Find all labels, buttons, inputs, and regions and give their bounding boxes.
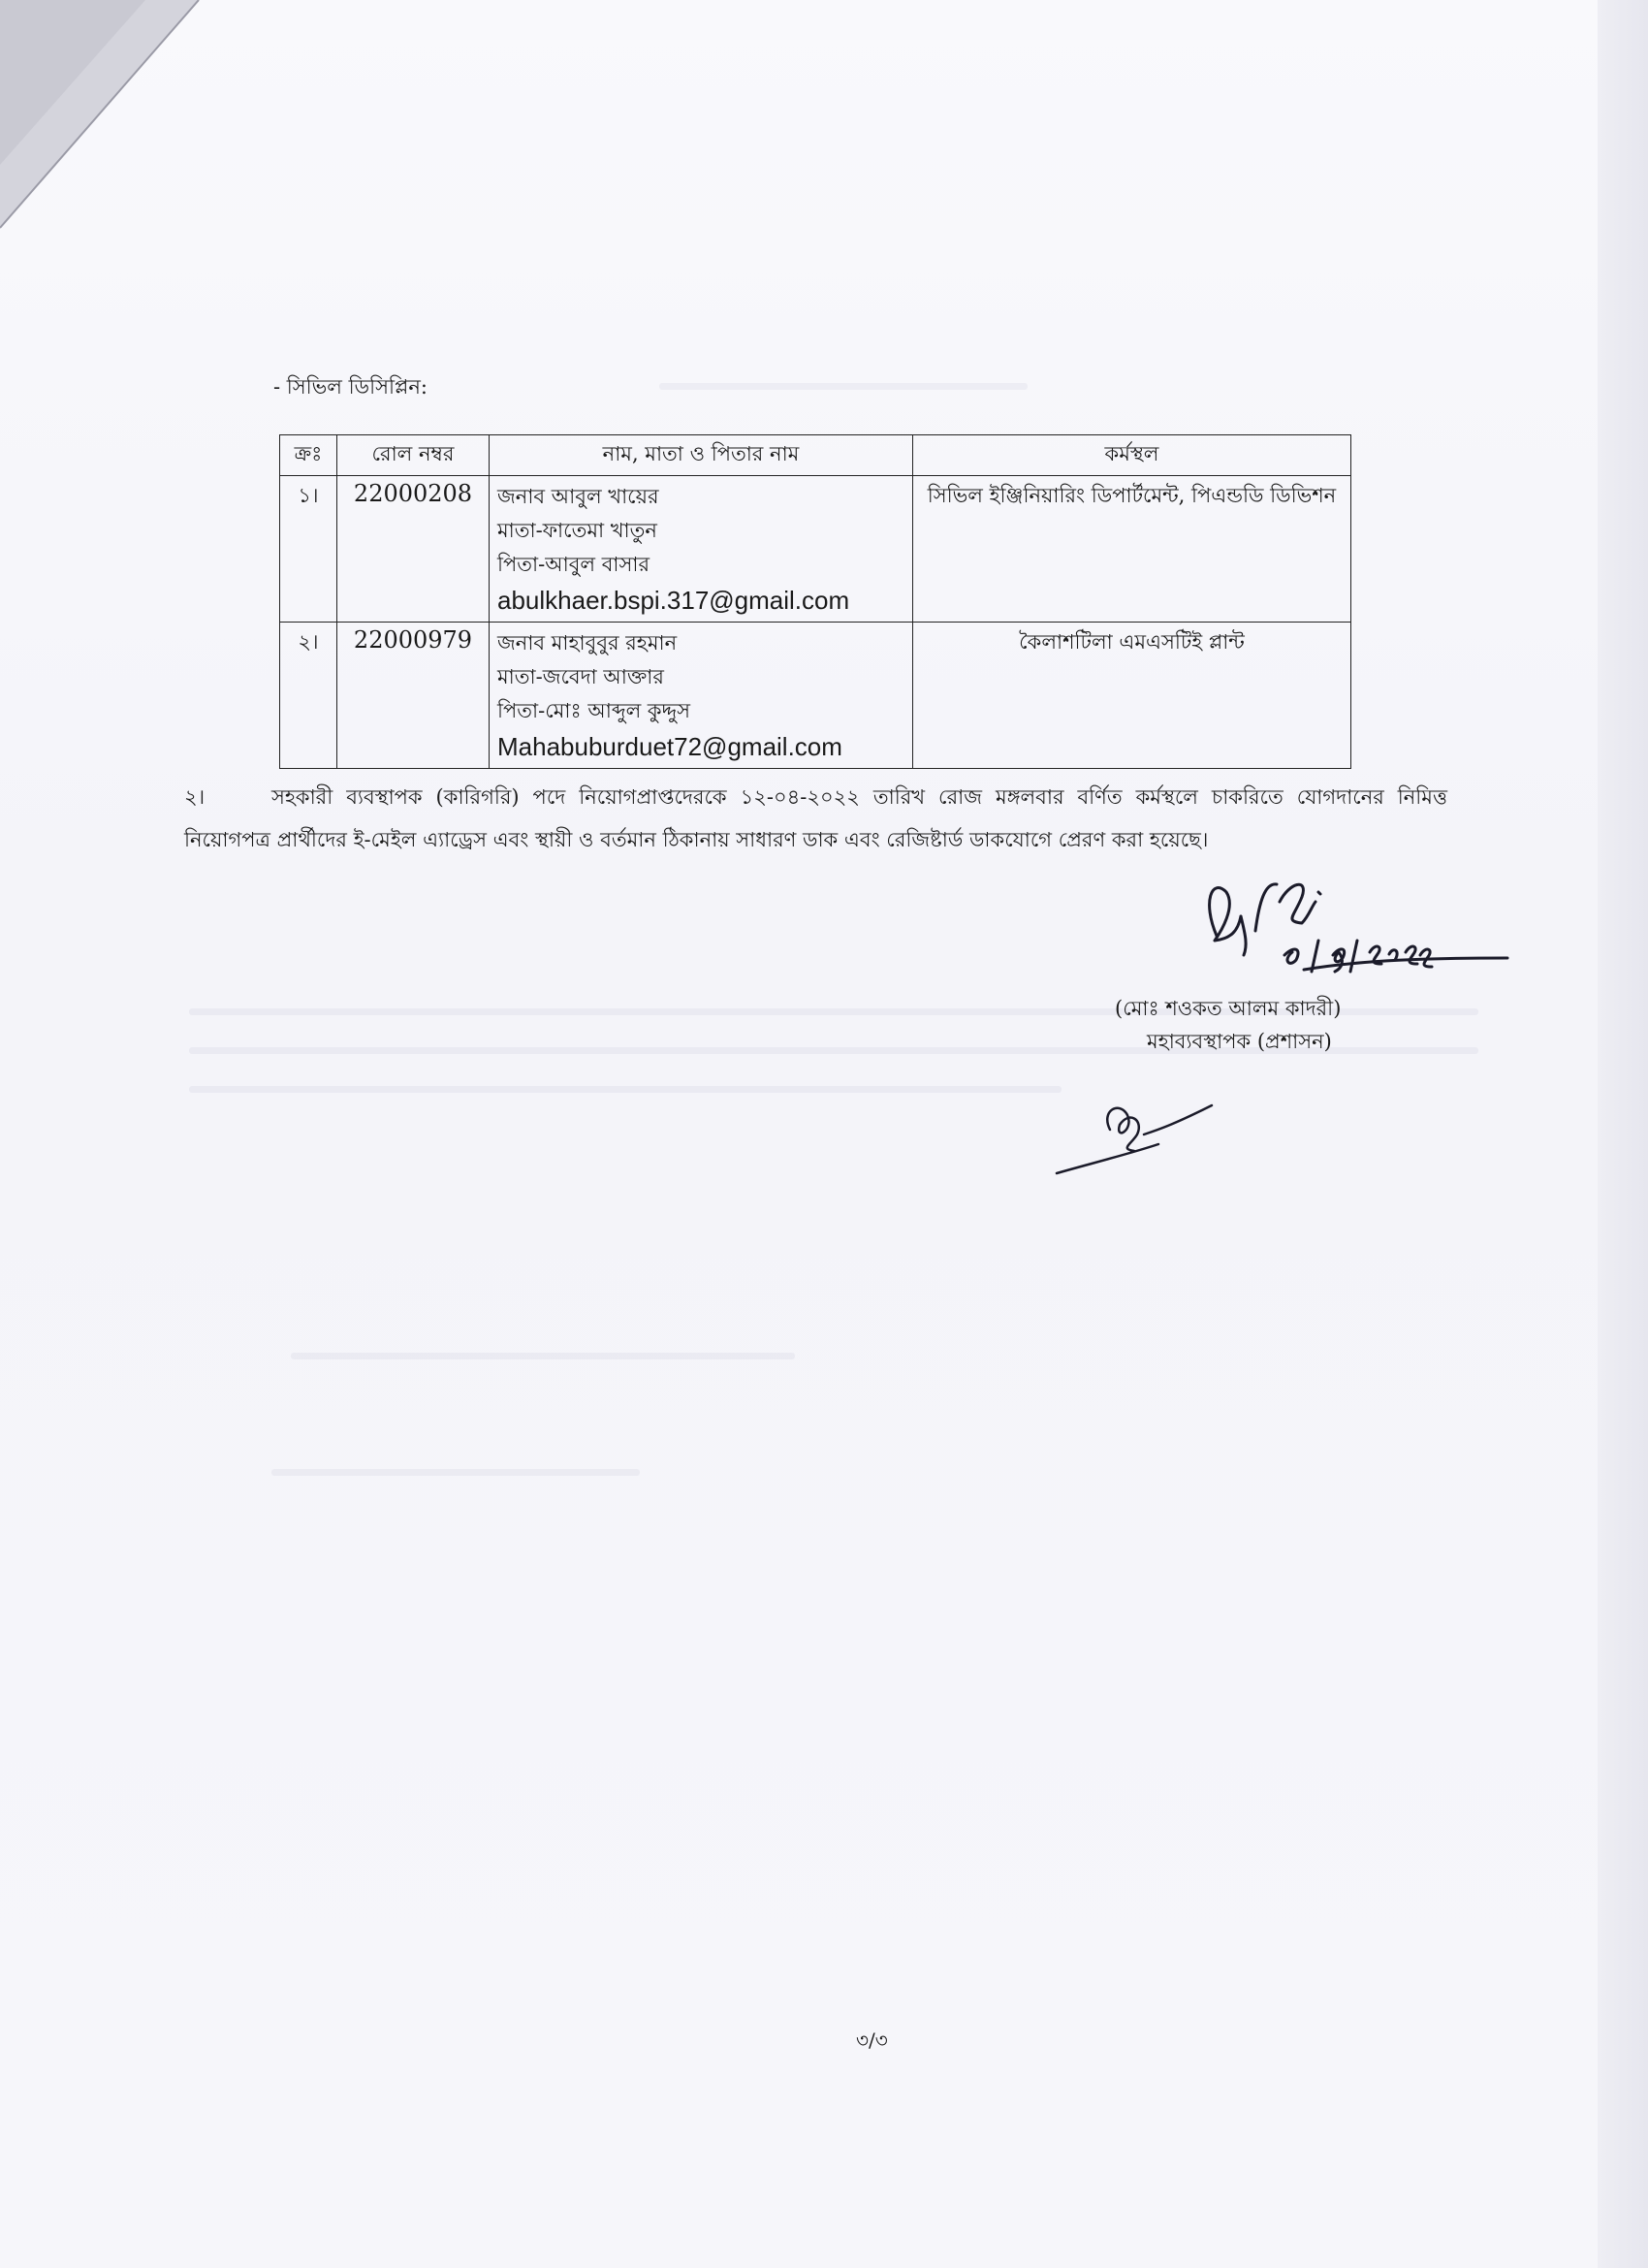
header-name: নাম, মাতা ও পিতার নাম xyxy=(490,435,913,476)
signer-designation: মহাব্যবস্থাপক (প্রশাসন) xyxy=(1147,1030,1332,1053)
header-roll: রোল নম্বর xyxy=(337,435,490,476)
paragraph-number: ২। xyxy=(184,785,206,809)
row-workplace: সিভিল ইঞ্জিনিয়ারিং ডিপার্টমেন্ট, পিএন্ডডি ডিভিশন xyxy=(913,476,1351,623)
folded-corner-graphic xyxy=(0,0,204,233)
father-name: পিতা-মোঃ আব্দুল কুদ্দুস xyxy=(497,699,691,722)
father-name: পিতা-আবুল বাসার xyxy=(497,553,650,576)
row-person xyxy=(490,476,913,623)
table-row xyxy=(280,476,1351,623)
header-serial: ক্রঃ xyxy=(280,435,337,476)
bleed-through-mark xyxy=(189,1086,1062,1093)
email-address: Mahabuburduet72@gmail.com xyxy=(497,732,842,761)
table-header-row xyxy=(280,435,1351,476)
bleed-through-mark xyxy=(291,1353,795,1359)
row-serial: ২। xyxy=(280,623,337,769)
paragraph-text: সহকারী ব্যবস্থাপক (কারিগরি) পদে নিয়োগপ্রাপ্তদেরকে ১২-০৪-২০২২ তারিখ রোজ মঙ্গলবার বর্ণিত কর্মস্থলে চাকরিতে যোগদানের নিমিত্ত নিয়োগপত্র প্রার্থীদের ই-মেইল এ্যাড্রেস এবং স্থায়ী ও বর্তমান ঠিকানায় সাধারণ ডাক এবং রেজিষ্টার্ড ডাকযোগে প্রেরণ করা হয়েছে। xyxy=(184,785,1447,851)
row-workplace: কৈলাশটিলা এমএসটিই প্লান্ট xyxy=(913,623,1351,769)
row-person xyxy=(490,623,913,769)
handwritten-signature-graphic xyxy=(1188,863,1517,999)
dispatch-paragraph xyxy=(184,776,1447,861)
row-roll: 22000208 xyxy=(337,476,490,623)
scan-edge-shadow xyxy=(1598,0,1648,2268)
email-address: abulkhaer.bspi.317@gmail.com xyxy=(497,586,850,615)
row-roll: 22000979 xyxy=(337,623,490,769)
person-name: জনাব মাহাবুবুর রহমান xyxy=(497,631,678,655)
initials-graphic xyxy=(1052,1081,1221,1178)
mother-name: মাতা-ফাতেমা খাতুন xyxy=(497,519,657,542)
appointee-table xyxy=(279,434,1351,769)
person-name: জনাব আবুল খায়ের xyxy=(497,485,659,508)
bleed-through-mark xyxy=(271,1469,640,1476)
bleed-through-mark xyxy=(659,383,1028,390)
row-serial: ১। xyxy=(280,476,337,623)
header-workplace: কর্মস্থল xyxy=(913,435,1351,476)
signer-name: (মোঃ শওকত আলম কাদরী) xyxy=(1115,997,1342,1020)
table-row xyxy=(280,623,1351,769)
page-number: ৩/৩ xyxy=(856,2028,888,2052)
mother-name: মাতা-জবেদা আক্তার xyxy=(497,665,664,688)
section-heading: - সিভিল ডিসিপ্লিন: xyxy=(273,375,428,399)
